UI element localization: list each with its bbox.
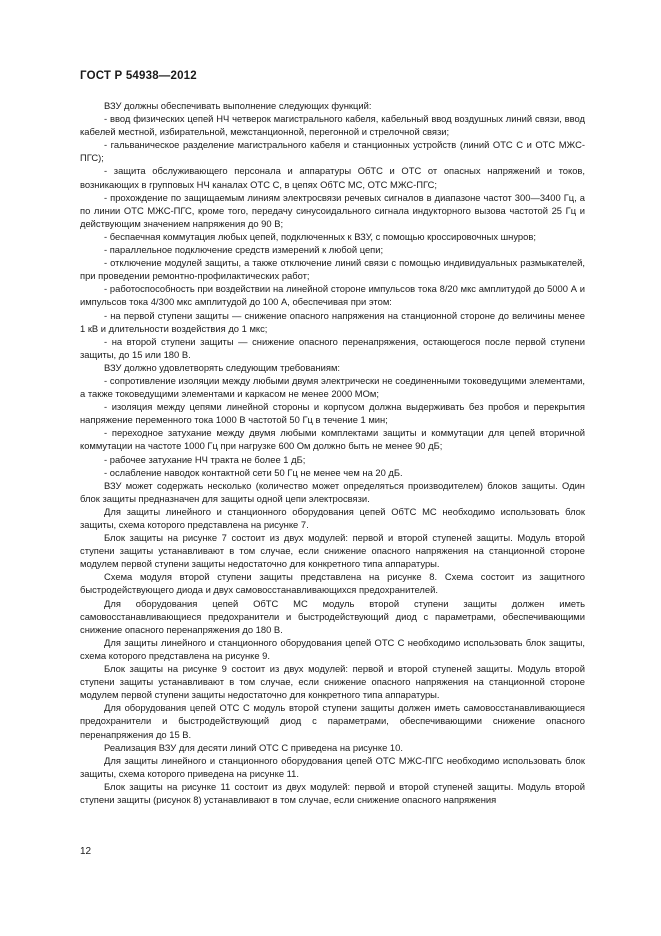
paragraph: ВЗУ должны обеспечивать выполнение следующих функций: xyxy=(104,100,372,111)
paragraph: - рабочее затухание НЧ тракта не более 1 дБ; xyxy=(104,453,306,465)
paragraph: - прохождение по защищаемым линиям электросвязи речевых сигналов в диапазоне частот 300—3400 Гц, а по линии ОТС МЖС-ПГС, кроме того, передачу синусоидального сигнала индукторного вызова частотой 25 Гц и действующим значением напряжения до 90 В; xyxy=(80,191,585,229)
paragraph: Реализация ВЗУ для десяти линий ОТС С приведена на рисунке 10. xyxy=(104,741,403,753)
page-number: 12 xyxy=(80,846,92,857)
paragraph: - на второй ступени защиты — снижение опасного перенапряжения, остающегося после первой ступени защиты, до 15 или 180 В. xyxy=(80,335,585,360)
paragraph: - беспаечная коммутация любых цепей, подключенных к ВЗУ, с помощью кроссировочных шнуров; xyxy=(104,230,536,242)
paragraph: Для оборудования цепей ОТС С модуль второй ступени защиты должен иметь самовосстанавливающиеся предохранители и быстродействующий диод с параметрами, обеспечивающими снижение опасного перенапряжения до 15 В. xyxy=(80,702,585,740)
paragraph: Блок защиты на рисунке 9 состоит из двух модулей: первой и второй ступеней защиты. Модуль второй ступени защиты устанавливают в том случае, если снижение опасного напряжения на станционной стороне модулем первой ступени защиты недостаточно для конкретного типа аппаратуры. xyxy=(80,663,585,701)
paragraph: Для оборудования цепей ОбТС МС модуль второй ступени защиты должен иметь самовосстанавливающиеся предохранители и быстродействующий диод с параметрами, обеспечивающими снижение опасного перенапряжения до 180 В. xyxy=(80,597,585,635)
paragraph: Для защиты линейного и станционного оборудования цепей ОТС С необходимо использовать блок защиты, схема которого представлена на рисунке 9. xyxy=(80,636,585,661)
paragraph: - ослабление наводок контактной сети 50 Гц не менее чем на 20 дБ. xyxy=(104,466,403,478)
paragraph: - работоспособность при воздействии на линейной стороне импульсов тока 8/20 мкс амплитудой до 5000 А и импульсов тока 4/300 мкс амплитудой до 100 А, обеспечивая при этом: xyxy=(80,283,585,308)
paragraph: - сопротивление изоляции между любыми двумя электрически не соединенными токоведущими элементами, а также токоведущими элементами и каркасом не менее 2000 МОм; xyxy=(80,374,585,400)
paragraph: ВЗУ может содержать несколько (количество может определяться производителем) блоков защиты. Один блок защиты предназначен для защиты одной цепи электросвязи. xyxy=(80,479,585,504)
paragraph: Схема модуля второй ступени защиты представлена на рисунке 8. Схема состоит из защитного быстродействующего диода и двух самовосстанавливающихся предохранителей. xyxy=(80,571,585,596)
paragraph: Для защиты линейного и станционного оборудования цепей ОТС МЖС-ПГС необходимо использовать блок защиты, схема которого приведена на рисунке 11. xyxy=(80,754,585,779)
paragraph: - ввод физических цепей НЧ четверок магистрального кабеля, кабельный ввод воздушных линий связи, ввод кабелей местной, избирательной, межстанционной, перегонной и стрелочной связи; xyxy=(80,113,585,138)
paragraph: Блок защиты на рисунке 7 состоит из двух модулей: первой и второй ступеней защиты. Модуль второй ступени защиты устанавливают в том случае, если снижение опасного напряжения на станционной стороне модулем первой ступени защиты недостаточно для конкретного типа аппаратуры. xyxy=(80,532,585,570)
paragraph: Для защиты линейного и станционного оборудования цепей ОбТС МС необходимо использовать блок защиты, схема которого представлена на рисунке 7. xyxy=(80,505,585,530)
paragraph: - на первой ступени защиты — снижение опасного напряжения на станционной стороне до величины менее 1 кВ и длительности воздействия до 1 мкс; xyxy=(80,309,585,334)
paragraph: - отключение модулей защиты, а также отключение линий связи с помощью индивидуальных размыкателей, при проведении ремонтно-профилактических работ; xyxy=(80,257,585,282)
paragraph: - параллельное подключение средств измерений к любой цепи; xyxy=(104,244,384,256)
paragraph: - защита обслуживающего персонала и аппаратуры ОбТС и ОТС от опасных напряжений и токов, возникающих в групповых НЧ каналах ОТС С, в цепях ОбТС МС, ОТС МЖС-ПГС; xyxy=(80,165,585,190)
paragraph: ВЗУ должно удовлетворять следующим требованиям: xyxy=(104,361,341,373)
paragraph: - изоляция между цепями линейной стороны и корпусом должна выдерживать без пробоя и перекрытия напряжение переменного тока 1000 В частотой 50 Гц в течение 1 мин; xyxy=(80,401,585,426)
page-body xyxy=(80,99,585,806)
document-header: ГОСТ Р 54938—2012 xyxy=(80,70,197,82)
paragraph: Блок защиты на рисунке 11 состоит из двух модулей: первой и второй ступеней защиты. Модуль второй ступени защиты (рисунок 8) устанавливают в том случае, если снижение опасного напряжения xyxy=(80,780,585,805)
paragraph: - переходное затухание между двумя любыми комплектами защиты и коммутации для цепей вторичной коммутации на частоте 1000 Гц при нагрузке 600 Ом должно быть не менее 90 дБ; xyxy=(80,427,585,452)
paragraph: - гальваническое разделение магистрального кабеля и станционных устройств (линий ОТС С и ОТС МЖС-ПГС); xyxy=(80,139,585,164)
